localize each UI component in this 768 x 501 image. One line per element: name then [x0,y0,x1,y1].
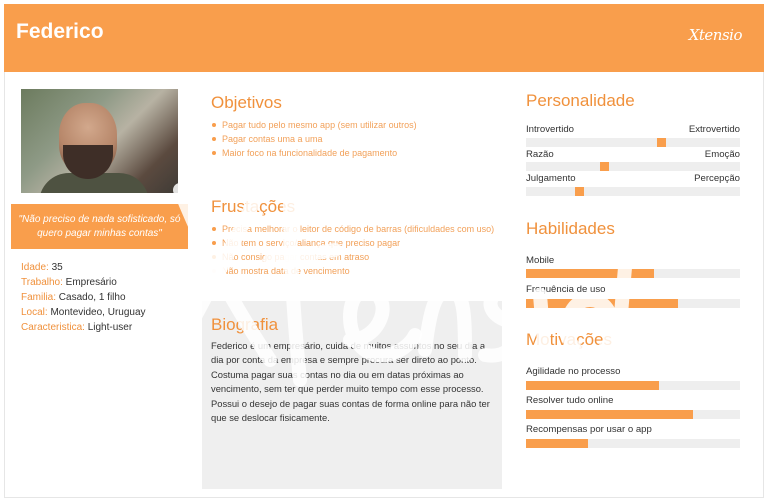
persona-name: Federico [16,20,104,43]
persona-quote: "Não preciso de nada sofisticado, só quero pagar minhas contas" [11,204,188,249]
motivations-title: Motivações [526,330,612,349]
skill-track [526,269,740,278]
motivation-track [526,410,740,419]
motivation-label: Recompensas por usar o app [526,424,652,435]
scale-right-label: Extrovertido [688,124,740,135]
fact-location: Local: Montevideo, Uruguay [21,307,146,318]
motivation-fill [526,381,659,390]
skill-label: Mobile [526,255,555,266]
goals-list [211,118,496,160]
motivation-label: Resolver tudo online [526,395,614,406]
motivation-fill [526,439,588,448]
bio-title: Biografia [211,315,279,334]
personality-title: Personalidade [526,91,635,110]
bio-text [211,339,497,425]
personality-track [526,162,740,171]
skill-fill [526,269,654,278]
skills-title: Habilidades [526,219,615,238]
list-item: Pagar tudo pelo mesmo app (sem utilizar outros) [211,118,496,132]
skill-track [526,299,740,308]
bio-paragraph: Costuma pagar suas contas no dia ou em datas próximas ao vencimento, sem ter que perder muito tempo com esse processo. [211,368,484,395]
frustrations-title: Frustações [211,197,296,216]
bio-paragraph: Possui o desejo de pagar suas contas de forma online para não ter que se deslocar fisicamente. [211,397,490,424]
list-item: Não consigo pagar contas em atraso [211,250,496,264]
scale-right-label: Emoção [704,149,740,160]
scale-left-label: Julgamento [526,173,576,184]
brand-logo: Xtensio [688,26,742,44]
personality-marker [600,162,609,171]
frustrations-list [211,222,496,278]
fact-family: Familia: Casado, 1 filho [21,292,126,303]
personality-marker [575,187,584,196]
skill-label: Frequência de uso [526,284,606,295]
list-item: Não mostra data de vencimento [211,264,496,278]
personality-track [526,187,740,196]
fact-trait: Caracteristica: Light-user [21,322,133,333]
list-item: Precisa melhorar o leitor de código de barras (dificuldades com uso) [211,222,496,236]
scale-left-label: Introvertido [526,124,574,135]
avatar [21,89,178,193]
personality-track [526,138,740,147]
motivation-track [526,439,740,448]
fact-age: Idade: 35 [21,262,63,273]
skill-fill [526,299,678,308]
persona-facts [21,260,146,335]
bio-paragraph: Federico é um empresário, cuida de muitos assuntos no seu dia a dia por conta da empresa e sempre procura ser direto ao ponto. [211,340,486,366]
personality-marker [657,138,666,147]
fact-job: Trabalho: Empresário [21,277,117,288]
scale-right-label: Percepção [694,173,740,184]
list-item: Maior foco na funcionalidade de pagamento [211,146,496,160]
list-item: Não tem o serviço/aliança que preciso pagar [211,236,496,250]
motivation-track [526,381,740,390]
motivation-fill [526,410,693,419]
motivation-label: Agilidade no processo [526,366,621,377]
header-bar [4,4,764,72]
scale-left-label: Razão [526,149,554,160]
goals-title: Objetivos [211,93,282,112]
list-item: Pagar contas uma a uma [211,132,496,146]
